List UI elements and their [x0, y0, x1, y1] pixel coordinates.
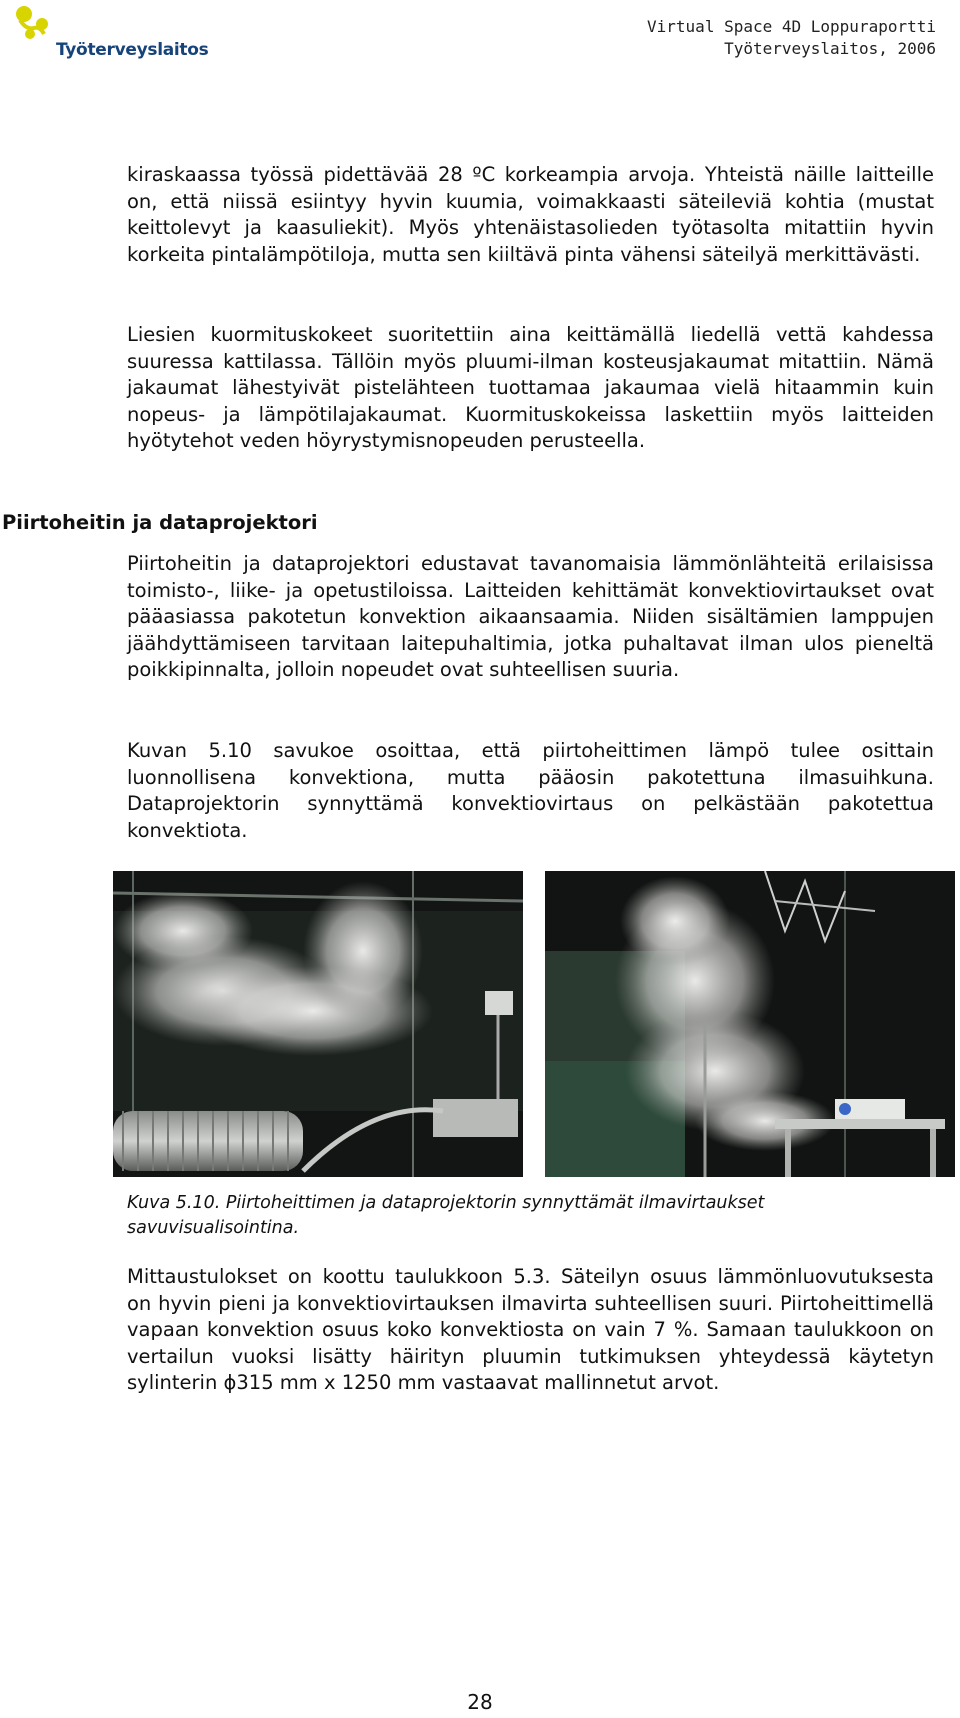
photo-data-projector-smoke: [545, 871, 955, 1177]
figure-caption: Kuva 5.10. Piirtoheittimen ja dataprojektorin synnyttämät ilmavirtaukset savuvisualisointina.: [127, 1193, 765, 1238]
paragraph-projectors: Piirtoheitin ja dataprojektori edustavat tavanomaisia lämmönlähteitä erilaisissa toimisto-, liike- ja opetustiloissa. Laitteiden kehittämät konvektiovirtaukset ovat pääasiassa pakotetun konvektion aikaansaamia. Niiden sisältämien lamppujen jäähdyttämiseen tarvitaan laitepuhaltimia, jotka puhaltavat ilman ulos pieneltä poikkipinnalta, jolloin nopeudet ovat suhteellisen suuria.: [127, 552, 934, 681]
tyoterveyslaitos-logo: [12, 4, 222, 68]
paragraph-load-tests: Liesien kuormituskokeet suoritettiin aina keittämällä liedellä vettä kahdessa suuressa kattilassa. Tällöin myös pluumi-ilman kosteusjakaumat mitattiin. Nämä jakaumat lähestyivät pistelähteen tuottamaa jakaumaa vielä hitaammin kuin nopeus- ja lämpötilajakaumat. Kuormituskokeissa laskettiin myös laitteiden hyötytehot veden höyrystymisnopeuden perusteella.: [127, 323, 934, 452]
photo-overhead-projector-smoke: [113, 871, 523, 1177]
paragraph-intro: kiraskaassa työssä pidettävää 28 ºC korkeampia arvoja. Yhteistä näille laitteille on, että niissä esiintyy hyvin kuumia, voimakkaasti säteileviä kohtia (mustat keittolevyt ja kaasuliekit). Myös yhtenäistasolieden työtasolta mitattiin hyvin korkeita pintalämpötiloja, mutta sen kiiltävä pinta vähensi säteilyä merkittävästi.: [127, 163, 934, 266]
logo-text: Työterveyslaitos: [56, 40, 209, 60]
report-title: Virtual Space 4D Loppuraportti: [647, 17, 936, 36]
section-heading: Piirtoheitin ja dataprojektori: [2, 511, 318, 534]
page-number: 28: [467, 1690, 493, 1714]
paragraph-smoke-test: Kuvan 5.10 savukoe osoittaa, että piirtoheittimen lämpö tulee osittain luonnollisena konvektiona, mutta pääosin pakotettuna ilmasuihkuna. Dataprojektorin synnyttämä konvektiovirtaus on pelkästään pakotettua konvektiota.: [127, 739, 934, 842]
paragraph-results: Mittaustulokset on koottu taulukkoon 5.3. Säteilyn osuus lämmönluovutuksesta on hyvin pieni ja konvektiovirtauksen ilmavirta suhteellisen suuri. Piirtoheittimellä vapaan konvektion osuus koko konvektiosta on vain 7 %. Samaan taulukkoon on vertailun vuoksi lisätty häirityn pluumin tutkimuksen yhteydessä käytetyn sylinterin ϕ315 mm x 1250 mm vastaavat mallinnetut arvot.: [127, 1265, 934, 1394]
report-org-year: Työterveyslaitos, 2006: [724, 39, 936, 58]
report-header: [647, 16, 936, 60]
